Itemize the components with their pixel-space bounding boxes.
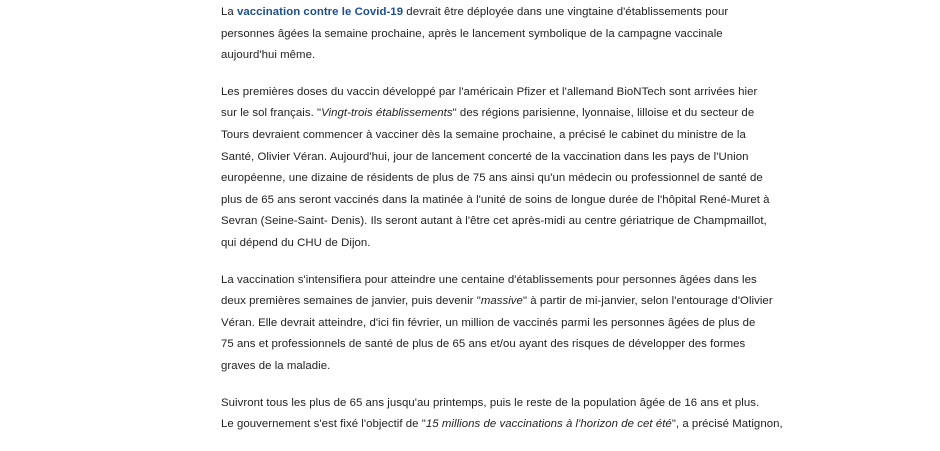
text-line: plus de 65 ans seront vaccinés dans la matinée à l'unité de soins de longue durée de l'hôpital René-Muret à (221, 193, 770, 206)
text-line: graves de la maladie. (221, 359, 331, 372)
text-line: Véran. Elle devrait atteindre, d'ici fin février, un million de vaccinés parmi les personnes âgées de plus de (221, 316, 756, 329)
paragraph-intro (221, 2, 741, 67)
text-line: personnes âgées la semaine prochaine, après le lancement symbolique de la campagne vaccinale (221, 27, 723, 40)
quote-text: 15 millions de vaccinations à l'horizon de cet été (425, 418, 672, 431)
text-line: aujourd'hui même. (221, 49, 316, 62)
text-line: 75 ans et professionnels de santé de plus de 65 ans et/ou ayant des risques de développer des formes (221, 338, 746, 351)
text-line: qui dépend du CHU de Dijon. (221, 236, 371, 249)
quote-text: massive (480, 295, 523, 308)
paragraph-doses (221, 82, 770, 255)
vaccination-covid-link[interactable]: vaccination contre le Covid-19 (237, 6, 404, 18)
paragraph-objectives (221, 393, 783, 436)
text-line: Le gouvernement s'est fixé l'objectif de "15 millions de vaccinations à l'horizon de cet été", a précisé Matignon, (221, 418, 783, 431)
text-line: Sevran (Seine-Saint- Denis). Ils seront autant à l'être cet après-midi au centre gériatrique de Champmaillot, (221, 215, 767, 228)
text-line: La vaccination contre le Covid-19 devrait être déployée dans une vingtaine d'établissements pour (221, 6, 729, 18)
article-body (221, 2, 783, 451)
text-line: deux premières semaines de janvier, puis devenir "massive" à partir de mi-janvier, selon l'entourage d'Olivier (221, 295, 773, 308)
paragraph-intensification (221, 270, 773, 378)
quote-text: Vingt-trois établissements (321, 107, 453, 120)
text-line: européenne, une dizaine de résidents de plus de 75 ans ainsi qu'un médecin ou professionnel de santé de (221, 172, 763, 185)
text-line: Les premières doses du vaccin développé par l'américain Pfizer et l'allemand BioNTech sont arrivées hier (221, 85, 758, 98)
text-line: Suivront tous les plus de 65 ans jusqu'au printemps, puis le reste de la population âgée de 16 ans et plus. (221, 396, 760, 409)
text-line: Santé, Olivier Véran. Aujourd'hui, jour de lancement concerté de la vaccination dans les pays de l'Union (221, 150, 749, 163)
text-line: Tours devraient commencer à vacciner dès la semaine prochaine, a précisé le cabinet du ministre de la (221, 128, 746, 141)
text-line: sur le sol français. "Vingt-trois établissements" des régions parisienne, lyonnaise, lilloise et du secteur de (221, 107, 755, 120)
text-line: La vaccination s'intensifiera pour atteindre une centaine d'établissements pour personnes âgées dans les (221, 273, 757, 286)
